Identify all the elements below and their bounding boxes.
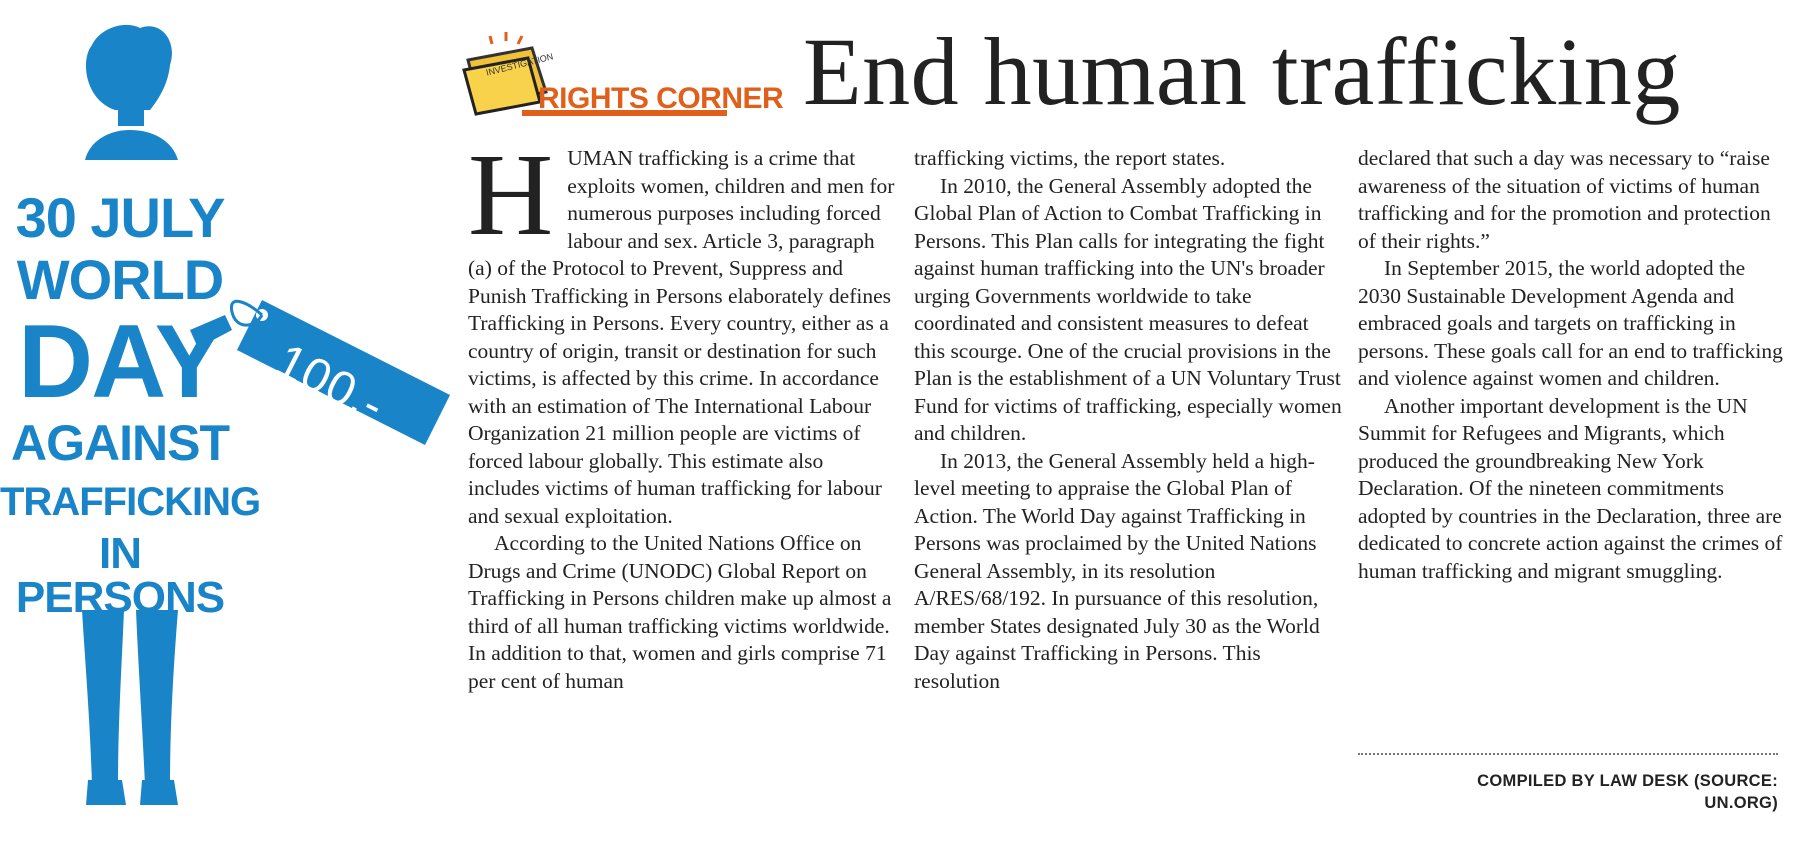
poster-line-against: AGAINST <box>11 415 229 471</box>
article-column-1 <box>468 129 896 695</box>
paragraph: UMAN trafficking is a crime that exploits women, children and men for numerous purposes including forced labour and sex. Article 3, paragraph (a) of the Protocol to Prevent, Suppress and Punish Trafficking in Persons elaborately defines Trafficking in Persons. Every country, either as a country of origin, transit or destination for such victims, is affected by this crime. In accordance with an estimation of The International Labour Organization 21 million people are victims of forced labour globally. This estimate also includes victims of human trafficking for labour and sexual exploitation. <box>468 146 895 528</box>
poster-line-trafficking: TRAFFICKING <box>0 480 261 524</box>
paragraph: Another important development is the UN Summit for Refugees and Migrants, which produced the groundbreaking New York Declaration. Of the nineteen commitments adopted by countries in the Declaration, three are dedicated to concrete action against the crimes of human trafficking and migrant smuggling. <box>1358 393 1783 583</box>
section-label: RIGHTS CORNER <box>538 82 784 115</box>
paragraph: According to the United Nations Office on Drugs and Crime (UNODC) Global Report on Trafficking in Persons children make up almost a third of all human trafficking victims worldwide. In addition to that, women and girls comprise 71 per cent of human <box>468 531 892 693</box>
drop-cap: H <box>468 129 554 260</box>
article-column-2 <box>914 145 1342 695</box>
article-column-3 <box>1358 145 1788 585</box>
poster-illustration <box>0 0 460 865</box>
poster-line-day: DAY <box>17 304 223 420</box>
credit-line-2: UN.ORG) <box>1704 794 1778 812</box>
poster-line-date: 30 JULY <box>15 186 225 249</box>
poster-caption <box>0 186 261 622</box>
poster-line-in-persons: IN PERSONS <box>15 529 225 622</box>
price-tag-label: 100.- <box>267 333 394 434</box>
paragraph: In September 2015, the world adopted the 2030 Sustainable Development Agenda and embraced goals and targets on trafficking in persons. These goals call for an end to trafficking and violence against women and children. <box>1358 256 1783 390</box>
poster-line-world: WORLD <box>16 248 224 311</box>
stamp-label: INVESTIGATION <box>485 51 555 78</box>
page-title: End human trafficking <box>803 18 1681 125</box>
dotted-divider <box>1358 753 1778 755</box>
paragraph: In 2010, the General Assembly adopted the Global Plan of Action to Combat Trafficking in Persons. This Plan calls for integrating the fight against human trafficking into the UN's broader urging Governments worldwide to take coordinated and consistent measures to defeat this scourge. One of the crucial provisions in the Plan is the establishment of a UN Voluntary Trust Fund for victims of trafficking, especially women and children. <box>914 173 1342 445</box>
source-credit <box>1358 770 1778 814</box>
paragraph: declared that such a day was necessary to “raise awareness of the situation of victims of human trafficking and for the promotion and protection of their rights.” <box>1358 146 1771 253</box>
credit-line-1: COMPILED BY LAW DESK (SOURCE: <box>1477 772 1778 790</box>
paragraph: trafficking victims, the report states. <box>914 146 1226 170</box>
paragraph: In 2013, the General Assembly held a high-level meeting to appraise the Global Plan of Action. The World Day against Trafficking in Persons was proclaimed by the United Nations General Assembly, in its resolution A/RES/68/192. In pursuance of this resolution, member States designated July 30 as the World Day against Trafficking in Persons. This resolution <box>914 448 1320 693</box>
